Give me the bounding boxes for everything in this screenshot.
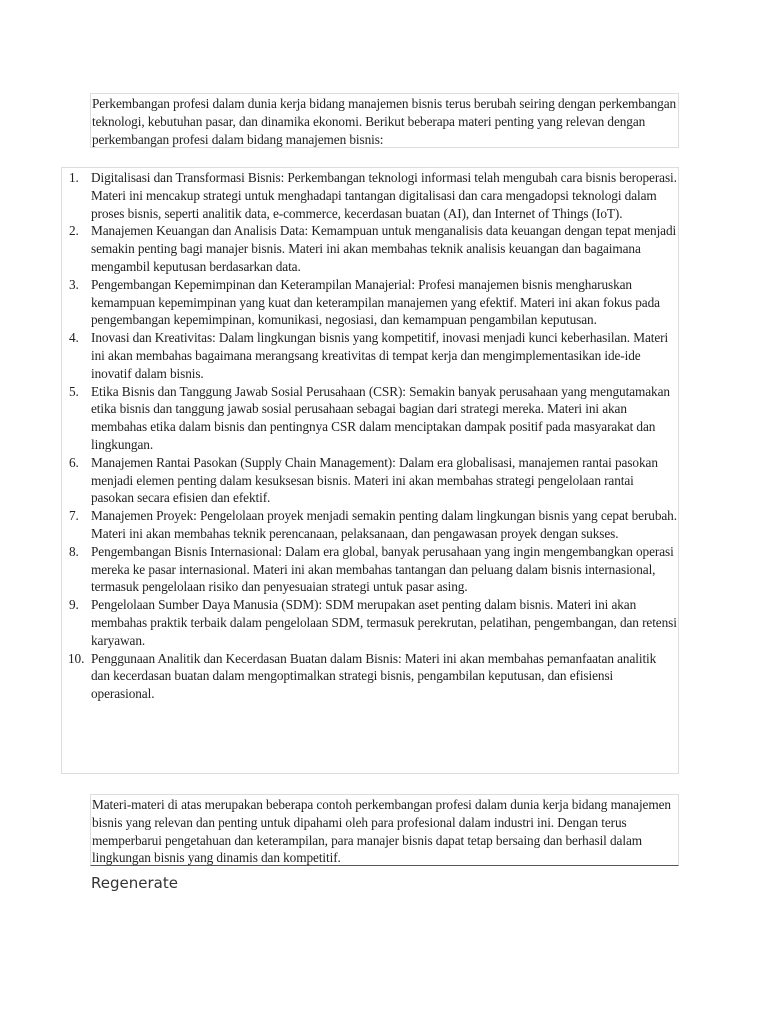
list-item [62, 650, 678, 703]
list-item-text: Digitalisasi dan Transformasi Bisnis: Perkembangan teknologi informasi telah mengubah cara bisnis beroperasi. Materi ini mencakup strategi untuk menghadapi tantangan digitalisasi dan cara mengadopsi teknologi dalam proses bisnis, seperti analitik data, e-commerce, kecerdasan buatan (AI), dan Internet of Things (IoT). [91, 170, 677, 221]
list-item [62, 507, 678, 543]
list-item-number: 5. [69, 383, 79, 399]
closing-paragraph: Materi-materi di atas merupakan beberapa contoh perkembangan profesi dalam dunia kerja bidang manajemen bisnis yang relevan dan penting untuk dipahami oleh para profesional dalam industri ini. Dengan terus memperbarui pengetahuan dan keterampilan, para manajer bisnis dapat tetap bersaing dan berhasil dalam lingkungan bisnis yang dinamis dan kompetitif. [92, 797, 671, 866]
list-item-text: Pengembangan Kepemimpinan dan Keterampilan Manajerial: Profesi manajemen bisnis mengharuskan kemampuan kepemimpinan yang kuat dan keterampilan manajemen yang efektif. Materi ini akan fokus pada pengembangan kepemimpinan, komunikasi, negosiasi, dan kemampuan pengambilan keputusan. [91, 276, 660, 328]
list-item-number: 4. [69, 330, 79, 346]
list-item [62, 222, 678, 275]
intro-paragraph-box [90, 93, 679, 148]
list-item-text: Etika Bisnis dan Tanggung Jawab Sosial Perusahaan (CSR): Semakin banyak perusahaan yang mengutamakan etika bisnis dan tanggung jawab sosial perusahaan sebagai bagian dari strategi mereka. Materi ini akan membahas etika dalam bisnis dan pentingnya CSR dalam menciptakan dampak positif pada masyarakat dan lingkungan. [91, 383, 670, 452]
list-item-number: 7. [69, 508, 79, 524]
regenerate-button[interactable]: Regenerate [91, 874, 178, 892]
materi-list [62, 168, 678, 703]
closing-paragraph-box [90, 794, 679, 866]
list-item-text: Manajemen Rantai Pasokan (Supply Chain Management): Dalam era globalisasi, manajemen rantai pasokan menjadi elemen penting dalam kesuksesan bisnis. Materi ini akan membahas strategi pengelolaan rantai pasokan secara efisien dan efektif. [91, 454, 658, 506]
list-item-number: 6. [69, 454, 79, 470]
intro-paragraph: Perkembangan profesi dalam dunia kerja bidang manajemen bisnis terus berubah seiring dengan perkembangan teknologi, kebutuhan pasar, dan dinamika ekonomi. Berikut beberapa materi penting yang relevan dengan perkembangan profesi dalam bidang manajemen bisnis: [92, 96, 677, 147]
list-item [62, 383, 678, 454]
list-item [62, 596, 678, 649]
list-item-text: Manajemen Keuangan dan Analisis Data: Kemampuan untuk menganalisis data keuangan dengan tepat menjadi semakin penting bagi manajer bisnis. Materi ini akan membahas teknik analisis keuangan dan bagaimana mengambil keputusan berdasarkan data. [91, 223, 677, 274]
list-item-number: 8. [69, 543, 79, 559]
list-item-text: Pengelolaan Sumber Daya Manusia (SDM): SDM merupakan aset penting dalam bisnis. Materi ini akan membahas praktik terbaik dalam pengelolaan SDM, termasuk perekrutan, pelatihan, pengembangan, dan retensi karyawan. [91, 597, 677, 648]
list-item-number: 2. [69, 223, 79, 239]
list-item-number: 1. [69, 170, 79, 185]
list-item-text: Manajemen Proyek: Pengelolaan proyek menjadi semakin penting dalam lingkungan bisnis yang cepat berubah. Materi ini akan membahas teknik perencanaan, pelaksanaan, dan pengawasan proyek dengan sukses. [91, 508, 677, 541]
list-item [62, 543, 678, 596]
list-item [62, 169, 678, 222]
list-item-number: 10. [68, 650, 85, 666]
list-item-number: 9. [69, 597, 79, 613]
materi-list-box [61, 167, 679, 774]
list-item-number: 3. [69, 276, 79, 292]
list-item-text: Pengembangan Bisnis Internasional: Dalam era global, banyak perusahaan yang ingin mengembangkan operasi mereka ke pasar internasional. Materi ini akan membahas tantangan dan peluang dalam bisnis internasional, termasuk pengelolaan risiko dan penyesuaian strategi untuk pasar asing. [91, 543, 674, 595]
list-item [62, 454, 678, 507]
list-item-text: Inovasi dan Kreativitas: Dalam lingkungan bisnis yang kompetitif, inovasi menjadi kunci keberhasilan. Materi ini akan membahas bagaimana merangsang kreativitas di tempat kerja dan mengimplementasikan ide-ide inovatif dalam bisnis. [91, 330, 669, 381]
list-item-text: Penggunaan Analitik dan Kecerdasan Buatan dalam Bisnis: Materi ini akan membahas pemanfaatan analitik dan kecerdasan buatan dalam mengoptimalkan strategi bisnis, pengambilan keputusan, dan efisiensi operasional. [91, 650, 657, 702]
list-item [62, 329, 678, 382]
list-item [62, 276, 678, 329]
